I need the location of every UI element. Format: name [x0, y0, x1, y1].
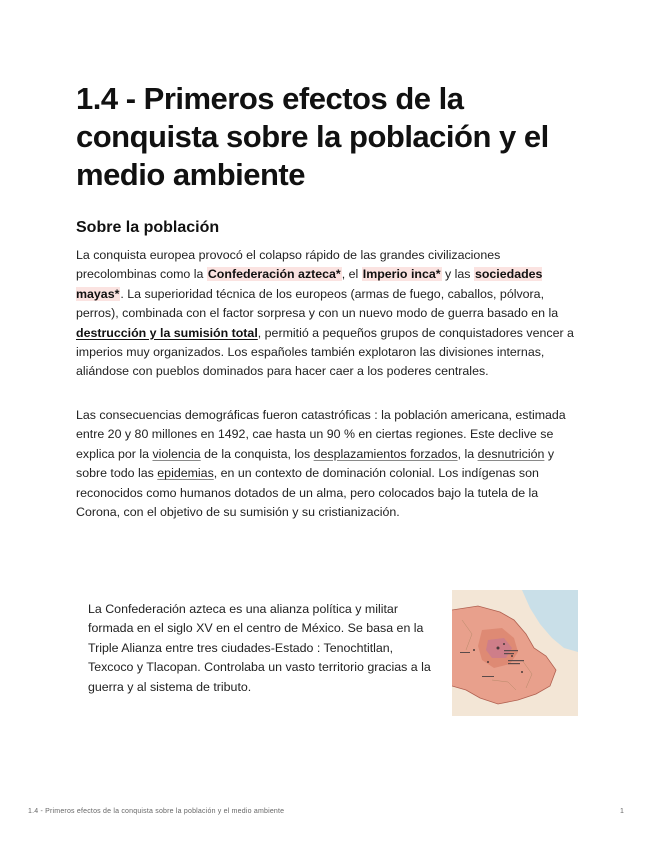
glossary-term-maya[interactable]: sociedades mayas* — [76, 267, 543, 301]
text-run: . La superioridad técnica de los europeos (armas de fuego, caballos, pólvora, perros), combinada con el factor sorpresa y con un nuevo modo de guerra basado en la — [76, 286, 559, 321]
text-run: y las — [441, 267, 474, 282]
paragraph-conquest — [76, 246, 576, 382]
paragraph-demography — [76, 406, 576, 522]
footer-running-title: 1.4 - Primeros efectos de la conquista sobre la población y el medio ambiente — [28, 808, 285, 815]
section-heading: Sobre la población — [76, 219, 220, 236]
text-run: , la — [457, 446, 478, 461]
text-run: de la conquista, los — [200, 446, 314, 461]
underlined-desplazamientos: desplazamientos forzados — [313, 446, 458, 461]
page-title: 1.4 - Primeros efectos de la conquista sobre la población y el medio ambiente — [76, 81, 549, 192]
text-run: , en un contexto de dominación colonial. Los indígenas son reconocidos como humanos dotados de un alma, pero colocados bajo la tutela de la Corona, con el objetivo de su sumisión y su cristianización. — [76, 466, 539, 520]
glossary-term-inca[interactable]: Imperio inca* — [362, 267, 441, 282]
emphasis-destruction: destrucción y la sumisión total — [76, 325, 258, 340]
text-run: Las consecuencias demográficas fueron catastróficas : la población americana, estimada entre 20 y 80 millones en 1492, cae hasta un 90 % en ciertas regiones. Este declive se explica por la — [76, 408, 566, 461]
text-run: , el — [341, 267, 362, 282]
underlined-violencia: violencia — [152, 446, 201, 461]
aztec-definition-callout: La Confederación azteca es una alianza política y militar formada en el siglo XV en el centro de México. Se basa en la Triple Alianza entre tres ciudades-Estado : Tenochtitlan, Texcoco y Tlacopan. Controlaba un vasto territorio gracias a la guerra y al sistema de tributo. — [88, 602, 431, 694]
text-run: La conquista europea provocó el colapso rápido de las grandes civilizaciones precolombinas como la — [76, 248, 501, 282]
text-run: , permitió a pequeños grupos de conquistadores vencer a imperios muy organizados. Los españoles también explotaron las divisiones internas, aliándose con pueblos dominados para hacer caer a los poderes centrales. — [76, 325, 574, 379]
glossary-term-aztec[interactable]: Confederación azteca* — [207, 267, 341, 282]
underlined-desnutricion: desnutrición — [477, 446, 545, 461]
underlined-epidemias: epidemias — [157, 466, 214, 481]
text-run: y sobre todo las — [76, 446, 555, 481]
footer-page-number: 1 — [620, 808, 624, 815]
aztec-territory-map-icon — [452, 590, 578, 716]
